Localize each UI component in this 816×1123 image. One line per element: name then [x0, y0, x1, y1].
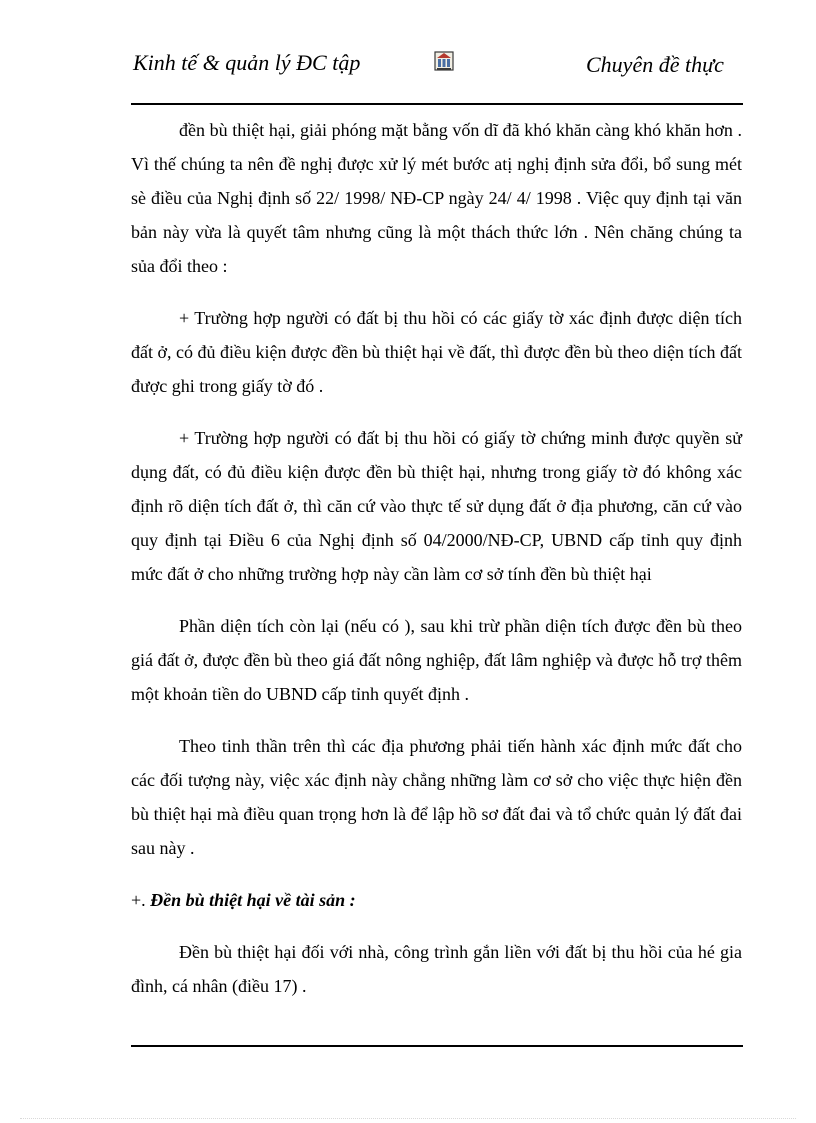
body-paragraph: Đền bù thiệt hại đối với nhà, công trình gắn liền với đất bị thu hồi của hé gia đình, cá nhân (điều 17) .	[131, 942, 742, 996]
header-divider	[131, 103, 743, 105]
document-body	[131, 113, 742, 1021]
page-bottom-edge	[20, 1118, 796, 1119]
body-paragraph: Theo tinh thần trên thì các địa phương phải tiến hành xác định mức đất cho các đối tượng này, việc xác định này chẳng những làm cơ sở cho việc thực hiện đền bù thiệt hại mà điều quan trọng hơn là để lập hồ sơ đất đai và tổ chức quản lý đất đai sau này .	[131, 736, 742, 858]
header-right-title: Chuyên đề thực	[586, 52, 724, 77]
header-left-title: Kinh tế & quản lý ĐC tập	[133, 50, 361, 75]
document-logo-icon	[433, 49, 455, 73]
section-heading	[131, 883, 742, 917]
body-paragraph: + Trường hợp người có đất bị thu hồi có giấy tờ chứng minh được quyền sử dụng đất, có đủ điều kiện được đền bù thiệt hại, nhưng trong giấy tờ đó không xác định rõ diện tích đất ở, thì căn cứ vào thực tế sử dụng đất ở địa phương, căn cứ vào quy định tại Điều 6 của Nghị định số 04/2000/NĐ-CP, UBND cấp tỉnh quy định mức đất ở cho những trường hợp này cần làm cơ sở tính đền bù thiệt hại	[131, 428, 742, 584]
section-heading-prefix: +.	[131, 890, 146, 910]
body-paragraph: Phần diện tích còn lại (nếu có ), sau khi trừ phần diện tích được đền bù theo giá đất ở, được đền bù theo giá đất nông nghiệp, đất lâm nghiệp và được hỗ trợ thêm một khoản tiền do UBND cấp tỉnh quyết định .	[131, 616, 742, 704]
body-paragraph: đền bù thiệt hại, giải phóng mặt bằng vốn dĩ đã khó khăn càng khó khăn hơn . Vì thế chúng ta nên đề nghị được xử lý mét bước atị nghị định sửa đổi, bổ sung mét sè điều của Nghị định số 22/ 1998/ NĐ-CP ngày 24/ 4/ 1998 . Việc quy định tại văn bản này vừa là quyết tâm nhưng cũng là một thách thức lớn . Nên chăng chúng ta sủa đổi theo :	[131, 120, 742, 276]
section-heading-label: Đền bù thiệt hại về tài sản :	[150, 890, 356, 910]
body-paragraph: + Trường hợp người có đất bị thu hồi có các giấy tờ xác định được diện tích đất ở, có đủ điều kiện được đền bù thiệt hại về đất, thì được đền bù theo diện tích đất được ghi trong giấy tờ đó .	[131, 308, 742, 396]
footer-divider	[131, 1045, 743, 1047]
